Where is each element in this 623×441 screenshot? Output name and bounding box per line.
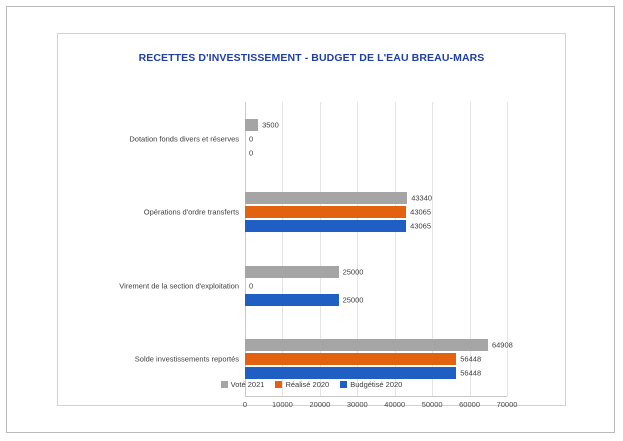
x-tick-label: 20000 xyxy=(309,400,331,409)
x-tick-label: 60000 xyxy=(459,400,480,409)
bar-3[interactable] xyxy=(245,367,456,379)
x-tick-label: 0 xyxy=(242,400,248,409)
bar-value-label: 0 xyxy=(249,134,254,144)
legend-label: Budgétisé 2020 xyxy=(350,380,403,389)
x-tick-label: 50000 xyxy=(421,400,443,409)
gridline xyxy=(507,102,508,396)
legend-label: Réalisé 2020 xyxy=(285,380,330,389)
bar-3[interactable] xyxy=(245,294,339,306)
bar-value-label: 0 xyxy=(249,281,254,291)
x-tick-label: 30000 xyxy=(346,400,368,409)
bar-value-label: 56448 xyxy=(460,368,482,378)
category-label: Dotation fonds divers et réserves xyxy=(129,134,239,144)
bar-value-label: 56448 xyxy=(460,354,482,364)
bar-value-label: 0 xyxy=(249,148,254,158)
bar-value-label: 43065 xyxy=(410,221,432,231)
bar-group xyxy=(143,176,507,250)
bar-value-label: 25000 xyxy=(342,267,364,277)
bar-value-label: 3500 xyxy=(262,120,279,130)
chart-container xyxy=(57,33,566,409)
bar-group xyxy=(129,102,507,176)
bar-1[interactable] xyxy=(245,192,407,204)
x-tick-label: 70000 xyxy=(496,400,518,409)
bar-group xyxy=(119,249,507,323)
x-tick-label: 10000 xyxy=(271,400,293,409)
legend-item-1[interactable] xyxy=(221,380,265,389)
legend-swatch xyxy=(221,381,228,388)
category-label: Solde investissements reportés xyxy=(134,354,239,364)
bar-value-label: 43340 xyxy=(411,193,433,203)
legend-label: Voté 2021 xyxy=(230,380,265,389)
chart-legend xyxy=(58,380,565,389)
legend-swatch xyxy=(340,381,347,388)
bar-2[interactable] xyxy=(245,206,406,218)
bar-2[interactable] xyxy=(245,353,456,365)
bar-value-label: 25000 xyxy=(342,295,364,305)
bar-1[interactable] xyxy=(245,339,488,351)
category-label: Opérations d'ordre transferts xyxy=(143,207,239,217)
bar-value-label: 43065 xyxy=(410,207,432,217)
x-axis-line xyxy=(245,396,507,397)
legend-swatch xyxy=(275,381,282,388)
category-label: Virement de la section d'exploitation xyxy=(119,281,239,291)
x-tick-label: 40000 xyxy=(384,400,406,409)
chart-title: RECETTES D'INVESTISSEMENT - BUDGET DE L'EAU BREAU-MARS xyxy=(138,52,485,64)
bar-value-label: 64908 xyxy=(491,340,513,350)
bar-1[interactable] xyxy=(245,119,258,131)
legend-item-2[interactable] xyxy=(275,380,329,389)
plot-area xyxy=(119,102,518,409)
legend-item-3[interactable] xyxy=(340,380,402,389)
bar-1[interactable] xyxy=(245,266,339,278)
bar-3[interactable] xyxy=(245,220,406,232)
